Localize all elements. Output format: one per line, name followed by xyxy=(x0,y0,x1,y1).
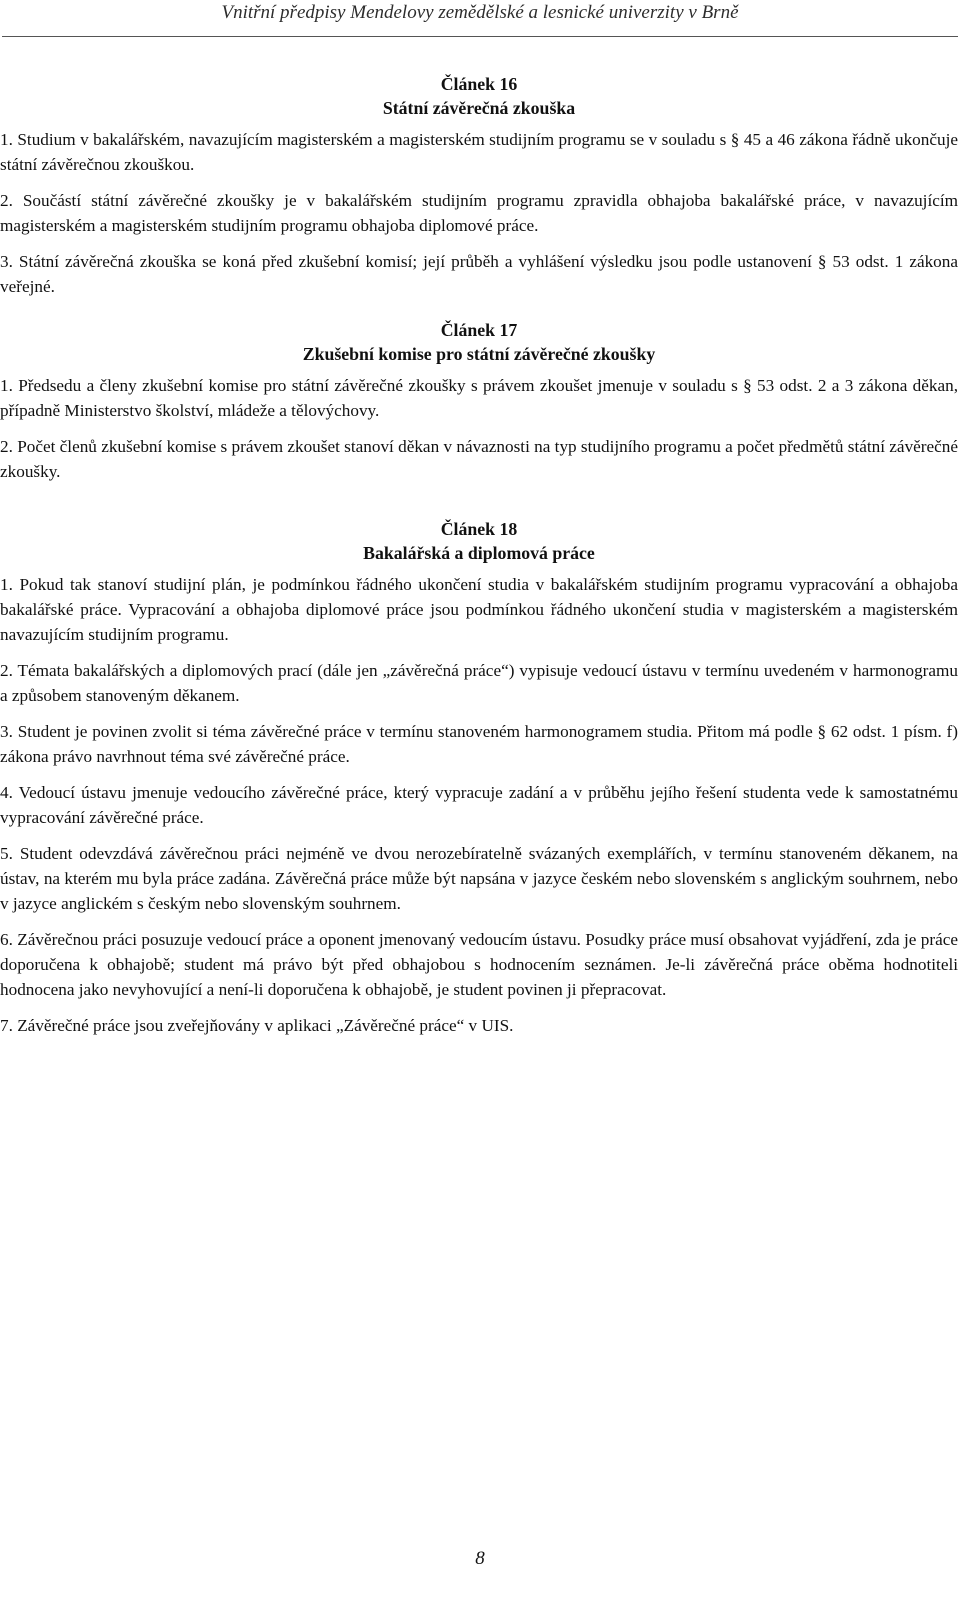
article-17 xyxy=(0,318,958,484)
paragraph: 1. Studium v bakalářském, navazujícím magisterském a magisterském studijním programu se v souladu s § 45 a 46 zákona řádně ukončuje státní závěrečnou zkouškou. xyxy=(0,130,958,174)
paragraph: 2. Součástí státní závěrečné zkoušky je v bakalářském studijním programu zpravidla obhajoba bakalářské práce, v navazujícím magisterském a magisterském studijním programu obhajoba diplomové práce. xyxy=(0,191,958,235)
article-title: Státní závěrečná zkouška xyxy=(382,98,576,118)
page-number: 8 xyxy=(475,1548,485,1569)
header-title: Vnitřní předpisy Mendelovy zemědělské a lesnické univerzity v Brně xyxy=(221,2,739,23)
paragraph: 6. Závěrečnou práci posuzuje vedoucí práce a oponent jmenovaný vedoucím ústavu. Posudky práce musí obsahovat vyjádření, zda je práce doporučena k obhajobě; student má právo být před obhajobou s hodnocením seznámen. Je-li závěrečná práce oběma hodnotiteli hodnocena jako nevyhovující a není-li doporučena k obhajobě, je student povinen ji přepracovat. xyxy=(0,930,958,999)
article-number: Článek 18 xyxy=(440,519,518,539)
article-16 xyxy=(0,72,958,299)
paragraph: 2. Počet členů zkušební komise s právem zkoušet stanoví děkan v návaznosti na typ studijního programu a počet předmětů státní závěrečné zkoušky. xyxy=(0,437,958,481)
paragraph: 3. Státní závěrečná zkouška se koná před zkušební komisí; její průběh a vyhlášení výsledku jsou podle ustanovení § 53 odst. 1 zákona veřejné. xyxy=(0,252,958,296)
paragraph: 2. Témata bakalářských a diplomových prací (dále jen „závěrečná práce“) vypisuje vedoucí ústavu v termínu uvedeném v harmonogramu a způsobem stanoveným děkanem. xyxy=(0,661,958,705)
article-title: Zkušební komise pro státní závěrečné zkoušky xyxy=(302,344,656,364)
paragraph: 1. Pokud tak stanoví studijní plán, je podmínkou řádného ukončení studia v bakalářském studijním programu vypracování a obhajoba bakalářské práce. Vypracování a obhajoba diplomové práce jsou podmínkou řádného ukončení studia v magisterském a magisterském navazujícím studijním programu. xyxy=(0,575,958,644)
paragraph: 5. Student odevzdává závěrečnou práci nejméně ve dvou nerozebíratelně svázaných exemplářích, v termínu stanoveném děkanem, na ústav, na kterém mu byla práce zadána. Závěrečná práce může být napsána v jazyce českém nebo slovenském s anglickým souhrnem, nebo v jazyce anglickém s českým nebo slovenským souhrnem. xyxy=(0,844,958,913)
article-number: Článek 16 xyxy=(440,74,518,94)
page-header xyxy=(0,0,960,40)
header-divider xyxy=(2,36,958,37)
paragraph: 3. Student je povinen zvolit si téma závěrečné práce v termínu stanoveném harmonogramem studia. Přitom má podle § 62 odst. 1 písm. f) zákona právo navrhnout téma své závěrečné práce. xyxy=(0,722,958,766)
paragraph: 7. Závěrečné práce jsou zveřejňovány v aplikaci „Závěrečné práce“ v UIS. xyxy=(0,1016,514,1035)
article-18 xyxy=(0,517,958,1038)
document-body xyxy=(0,72,958,1049)
article-title: Bakalářská a diplomová práce xyxy=(363,543,595,563)
paragraph: 1. Předsedu a členy zkušební komise pro státní závěrečné zkoušky s právem zkoušet jmenuje v souladu s § 53 odst. 2 a 3 zákona děkan, případně Ministerstvo školství, mládeže a tělovýchovy. xyxy=(0,376,958,420)
article-number: Článek 17 xyxy=(440,320,518,340)
paragraph: 4. Vedoucí ústavu jmenuje vedoucího závěrečné práce, který vypracuje zadání a v průběhu jejího řešení studenta vede k samostatnému vypracování závěrečné práce. xyxy=(0,783,958,827)
